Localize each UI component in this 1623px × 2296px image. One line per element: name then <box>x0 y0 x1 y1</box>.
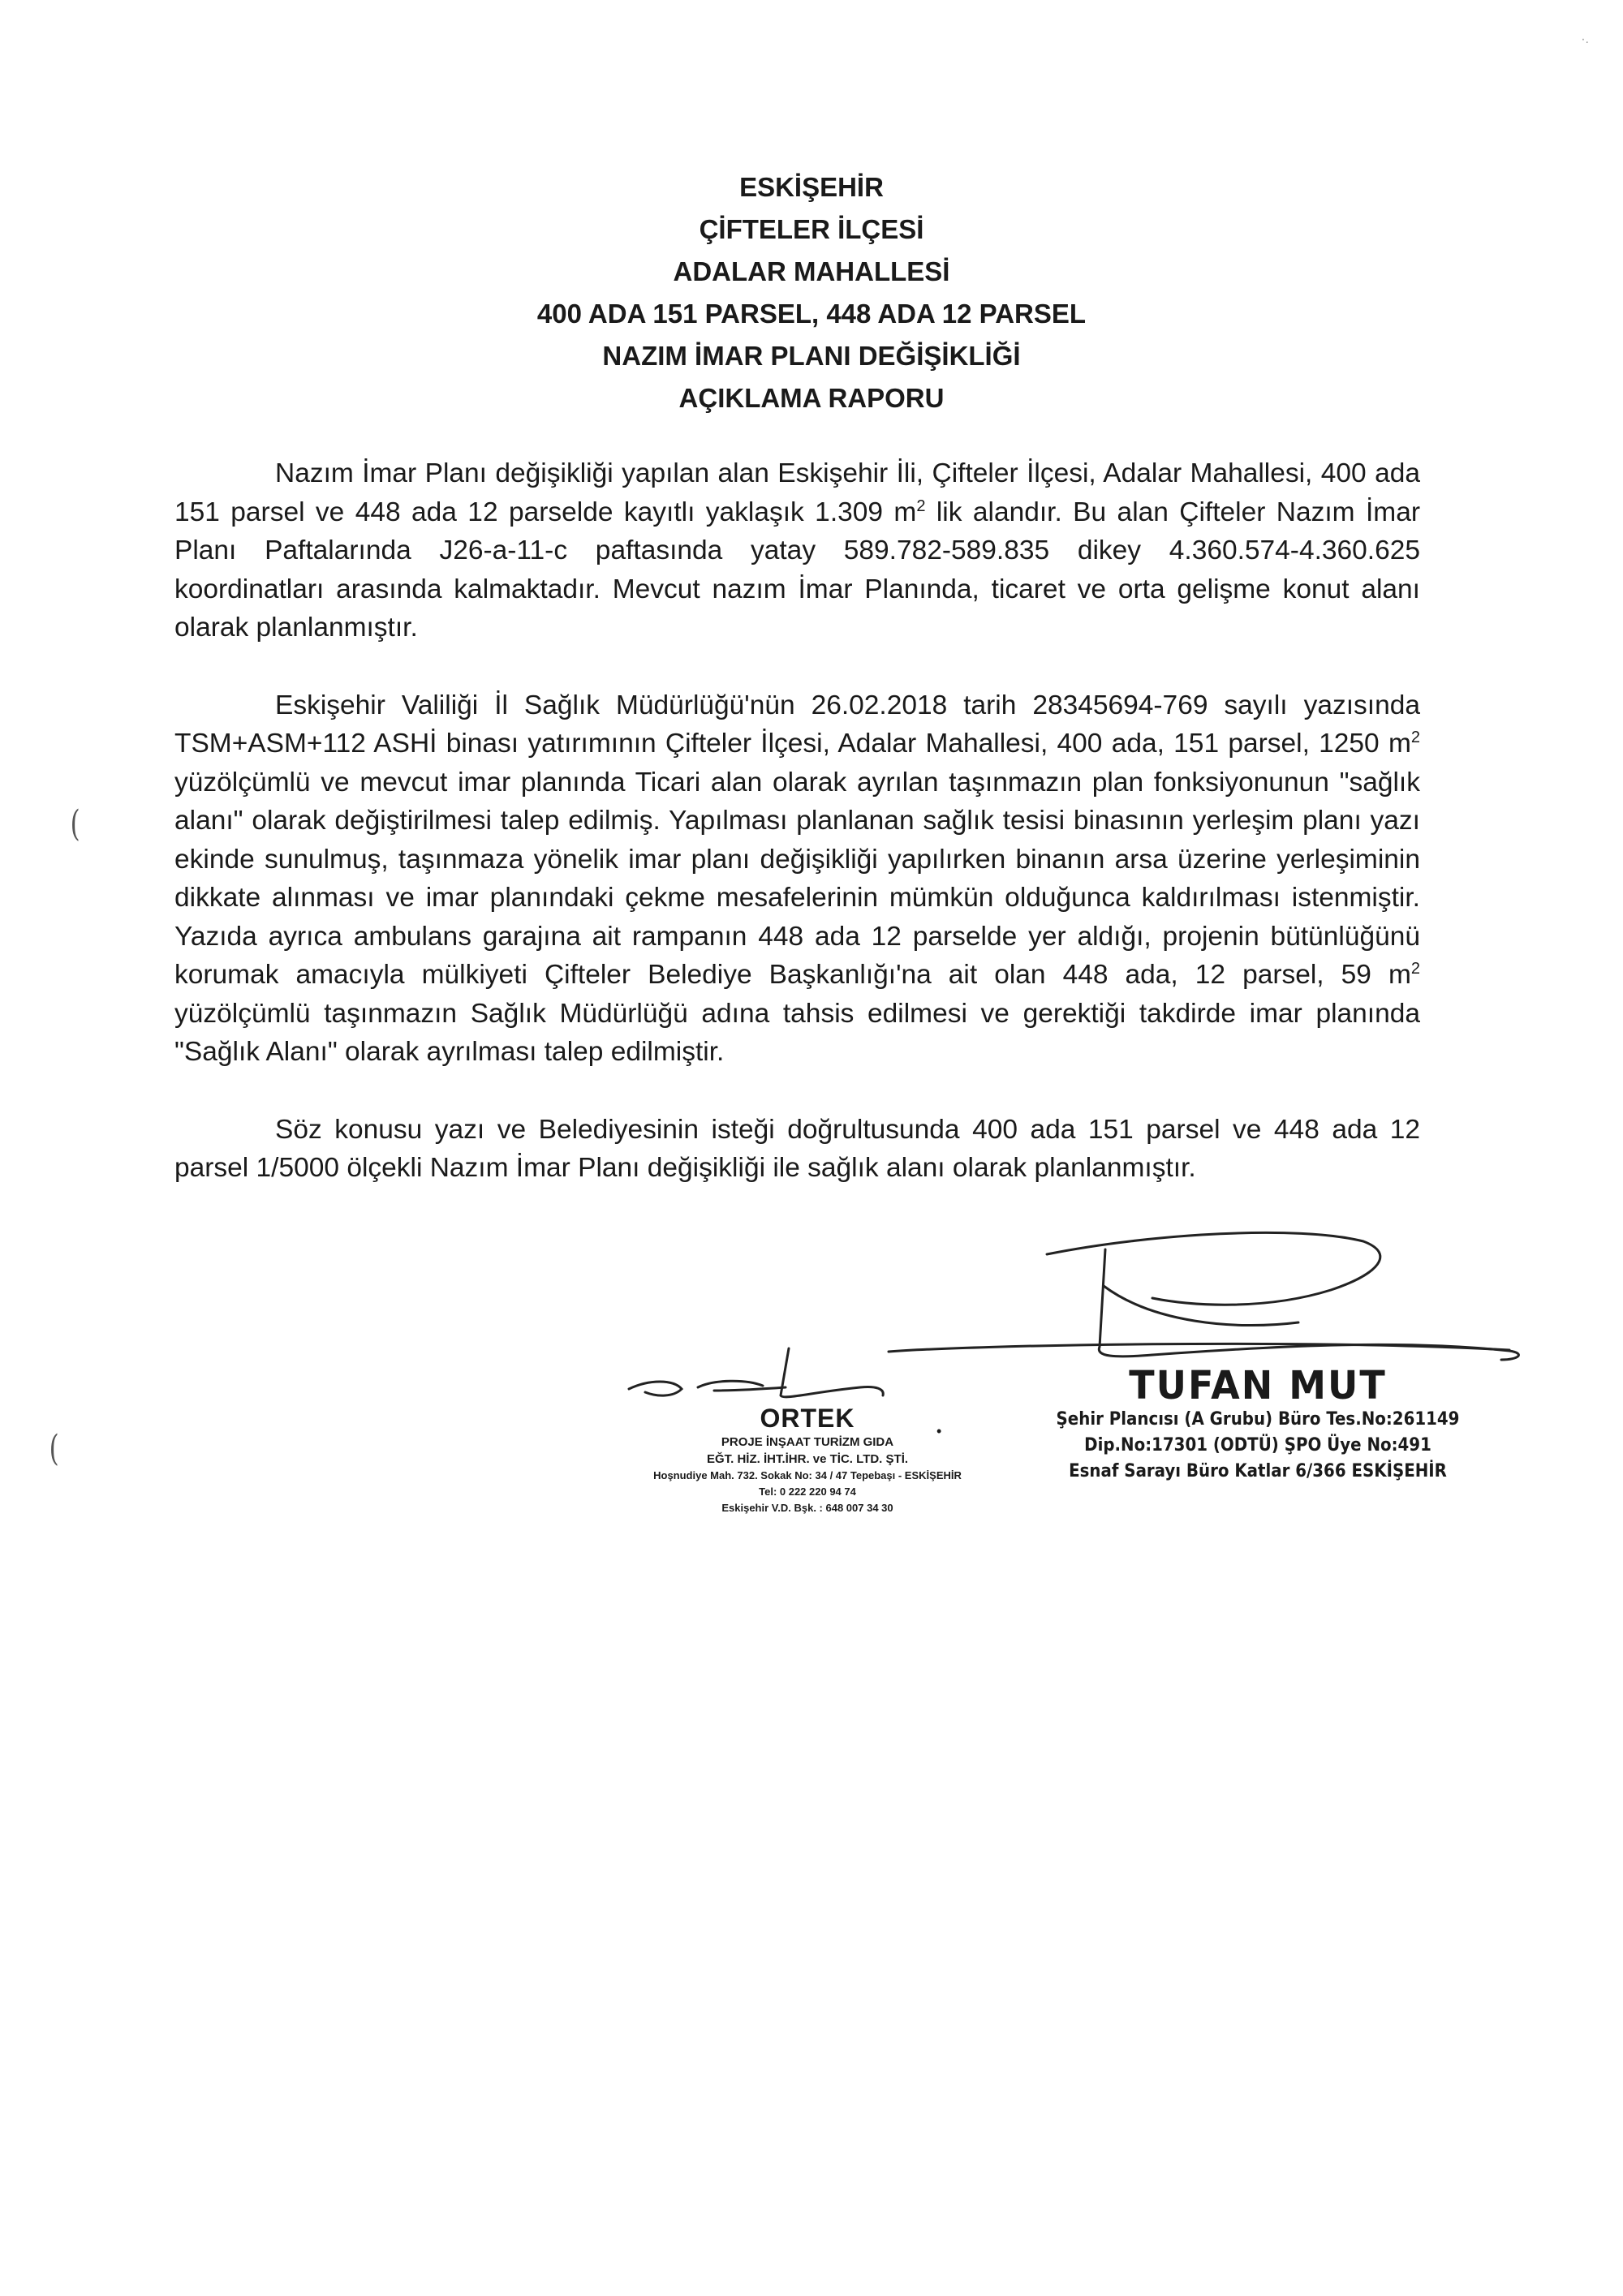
paragraph-1-text-a: Nazım İmar Planı değişikliği yapılan alan Eskişehir İli, Çifteler İlçesi, Adalar Mahallesi, 400 ada 151 parsel ve 448 ada 12 parselde kayıtlı yaklaşık 1.309 m <box>174 458 1420 527</box>
header-parcels: 400 ADA 151 PARSEL, 448 ADA 12 PARSEL <box>536 299 1087 329</box>
scan-speck: ·. <box>1581 32 1589 46</box>
punch-hole-mark: ( <box>70 803 80 845</box>
report-header <box>0 166 1623 419</box>
stamp-dot: • <box>936 1423 942 1439</box>
paragraph-2-superscript-2: 2 <box>1410 959 1420 978</box>
paragraph-1-text-b: lik alandır. Bu alan Çifteler Nazım İmar Planı Paftalarında J26-a-11-c paftasında yatay 589.782-589.835 dikey 4.360.574-4.360.625 koordinatları arasında kalmaktadır. Mevcut nazım İmar Planında, ticaret ve orta gelişme konut alanı olarak planlanmıştır. <box>174 497 1420 643</box>
paragraph-2-text-c: yüzölçümlü taşınmazın Sağlık Müdürlüğü adına tahsis edilmesi ve gerektiği takdirde imar planında "Sağlık Alanı" olarak ayrılması talep edilmiştir. <box>174 998 1420 1067</box>
planner-stamp <box>1047 1363 1469 1485</box>
header-report-title: AÇIKLAMA RAPORU <box>678 383 945 413</box>
paragraph-2 <box>174 686 1420 1072</box>
planner-stamp-line: Dip.No:17301 (ODTÜ) ŞPO Üye No:491 <box>1084 1435 1431 1455</box>
header-district: ÇİFTELER İLÇESİ <box>699 214 924 244</box>
paragraph-2-text-a: Eskişehir Valiliği İl Sağlık Müdürlüğü'nün 26.02.2018 tarih 28345694-769 sayılı yazısında TSM+ASM+112 ASHİ binası yatırımının Çifteler İlçesi, Adalar Mahallesi, 400 ada, 151 parsel, 1250 m <box>174 690 1420 759</box>
header-province: ESKİŞEHİR <box>739 172 884 202</box>
paragraph-3: Söz konusu yazı ve Belediyesinin isteği doğrultusunda 400 ada 151 parsel ve 448 ada 12 parsel 1/5000 ölçekli Nazım İmar Planı değişikliği ile sağlık alanı olarak planlanmıştır. <box>174 1114 1420 1183</box>
paragraph-1-superscript: 2 <box>916 497 926 515</box>
company-stamp <box>592 1404 1022 1516</box>
company-stamp-tax: Eskişehir V.D. Bşk. : 648 007 34 30 <box>721 1502 893 1514</box>
punch-hole-mark: ( <box>49 1428 59 1469</box>
paragraph-1 <box>174 454 1420 647</box>
planner-stamp-line: Şehir Plancısı (A Grubu) Büro Tes.No:261149 <box>1056 1409 1460 1430</box>
paragraph-2-superscript-1: 2 <box>1410 728 1420 746</box>
company-stamp-line: PROJE İNŞAAT TURİZM GIDA <box>721 1435 894 1449</box>
company-stamp-title: ORTEK <box>760 1404 855 1433</box>
report-body <box>174 454 1420 1227</box>
planner-stamp-address: Esnaf Sarayı Büro Katlar 6/366 ESKİŞEHİR <box>1069 1461 1447 1481</box>
paragraph-2-text-b: yüzölçümlü ve mevcut imar planında Ticari alan olarak ayrılan taşınmazın plan fonksiyonunun "sağlık alanı" olarak değiştirilmesi talep edilmiş. Yapılması planlanan sağlık tesisi binasının yerleşim planı yazı ekinde sunulmuş, taşınmaza yönelik imar planı değişikliği yapılırken binanın arsa üzerine yerleşiminin dikkate alınması ve imar planındaki çekme mesafelerinin mümkün olduğunca kaldırılması istenmiştir. Yazıda ayrıca ambulans garajına ait rampanın 448 ada 12 parselde yer aldığı, projenin bütünlüğünü korumak amacıyla mülkiyeti Çifteler Belediye Başkanlığı'na ait olan 448 ada, 12 parsel, 59 m <box>174 767 1420 990</box>
planner-stamp-name: TUFAN MUT <box>1129 1361 1387 1408</box>
company-stamp-phone: Tel: 0 222 220 94 74 <box>759 1486 856 1498</box>
header-plan-change: NAZIM İMAR PLANI DEĞİŞİKLİĞİ <box>602 341 1021 371</box>
header-neighborhood: ADALAR MAHALLESİ <box>673 256 950 286</box>
company-stamp-line: EĞT. HİZ. İHT.İHR. ve TİC. LTD. ŞTİ. <box>706 1452 909 1466</box>
company-stamp-address: Hoşnudiye Mah. 732. Sokak No: 34 / 47 Tepebaşı - ESKİŞEHİR <box>653 1469 962 1481</box>
